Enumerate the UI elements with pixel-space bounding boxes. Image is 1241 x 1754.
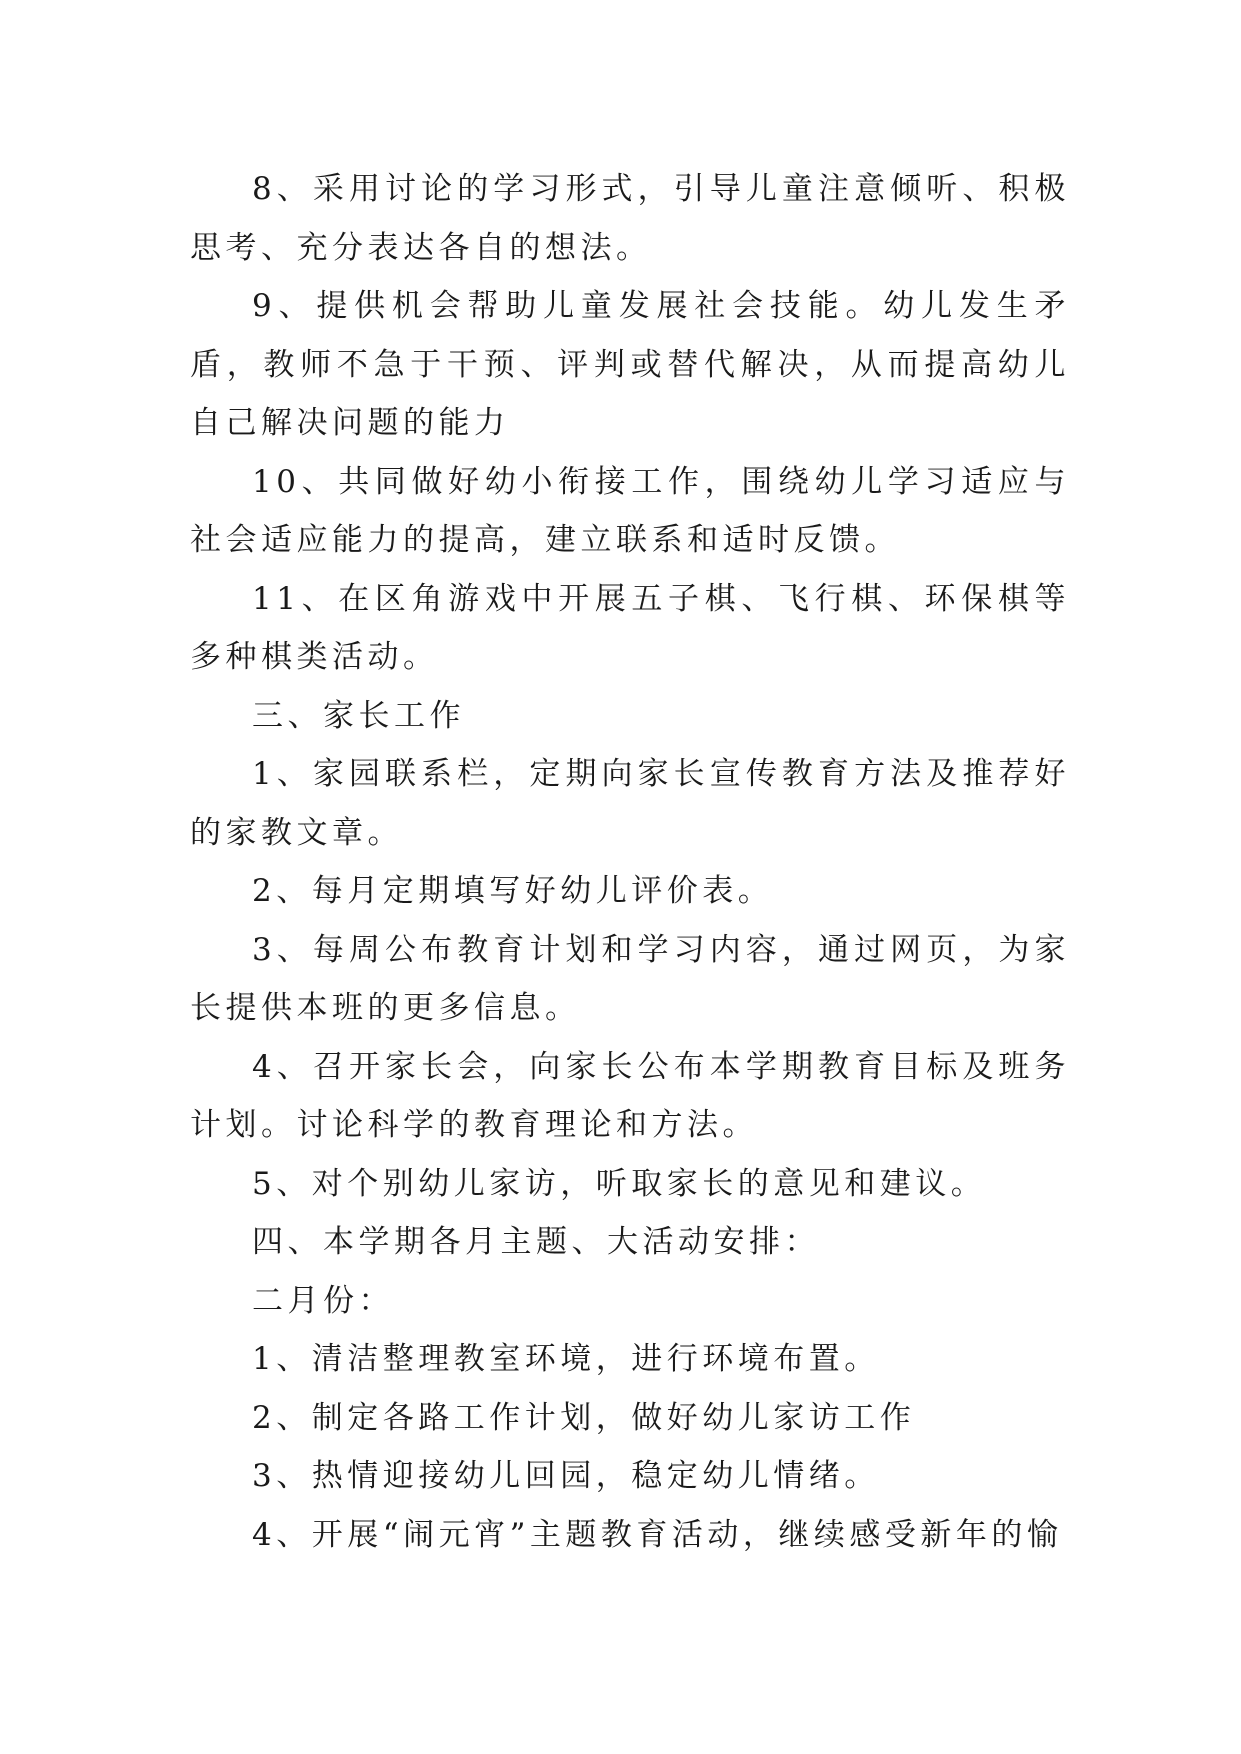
paragraph-parent-5: 5、对个别幼儿家访，听取家长的意见和建议。 [252, 1165, 987, 1202]
paragraph-item-10: 10、共同做好幼小衔接工作，围绕幼儿学习适应与社会适应能力的提高，建立联系和适时反馈。 [190, 463, 1070, 558]
section-heading-parent-work: 三、家长工作 [252, 697, 465, 734]
paragraph-february-2: 2、制定各路工作计划，做好幼儿家访工作 [252, 1399, 916, 1436]
paragraph-february-1: 1、清洁整理教室环境，进行环境布置。 [252, 1341, 880, 1377]
month-heading-february: 二月份： [252, 1282, 394, 1319]
paragraph-february-4: 4、开展“闹元宵”主题教育活动，继续感受新年的愉 [252, 1516, 1063, 1553]
paragraph-parent-1: 1、家园联系栏，定期向家长宣传教育方法及推荐好的家教文章。 [190, 756, 1070, 851]
paragraph-parent-3: 3、每周公布教育计划和学习内容，通过网页，为家长提供本班的更多信息。 [190, 931, 1070, 1026]
document-body [190, 160, 1070, 1564]
paragraph-item-11: 11、在区角游戏中开展五子棋、飞行棋、环保棋等多种棋类活动。 [190, 580, 1070, 675]
paragraph-parent-2: 2、每月定期填写好幼儿评价表。 [252, 873, 774, 909]
paragraph-item-9: 9、提供机会帮助儿童发展社会技能。幼儿发生矛盾，教师不急于干预、评判或替代解决，从而提高幼儿自己解决问题的能力 [190, 288, 1070, 441]
paragraph-parent-4: 4、召开家长会，向家长公布本学期教育目标及班务计划。讨论科学的教育理论和方法。 [190, 1048, 1070, 1143]
paragraph-february-3: 3、热情迎接幼儿回园，稳定幼儿情绪。 [252, 1458, 880, 1494]
section-heading-monthly-themes: 四、本学期各月主题、大活动安排： [252, 1224, 820, 1260]
paragraph-item-8: 8、采用讨论的学习形式，引导儿童注意倾听、积极思考、充分表达各自的想法。 [190, 171, 1070, 266]
